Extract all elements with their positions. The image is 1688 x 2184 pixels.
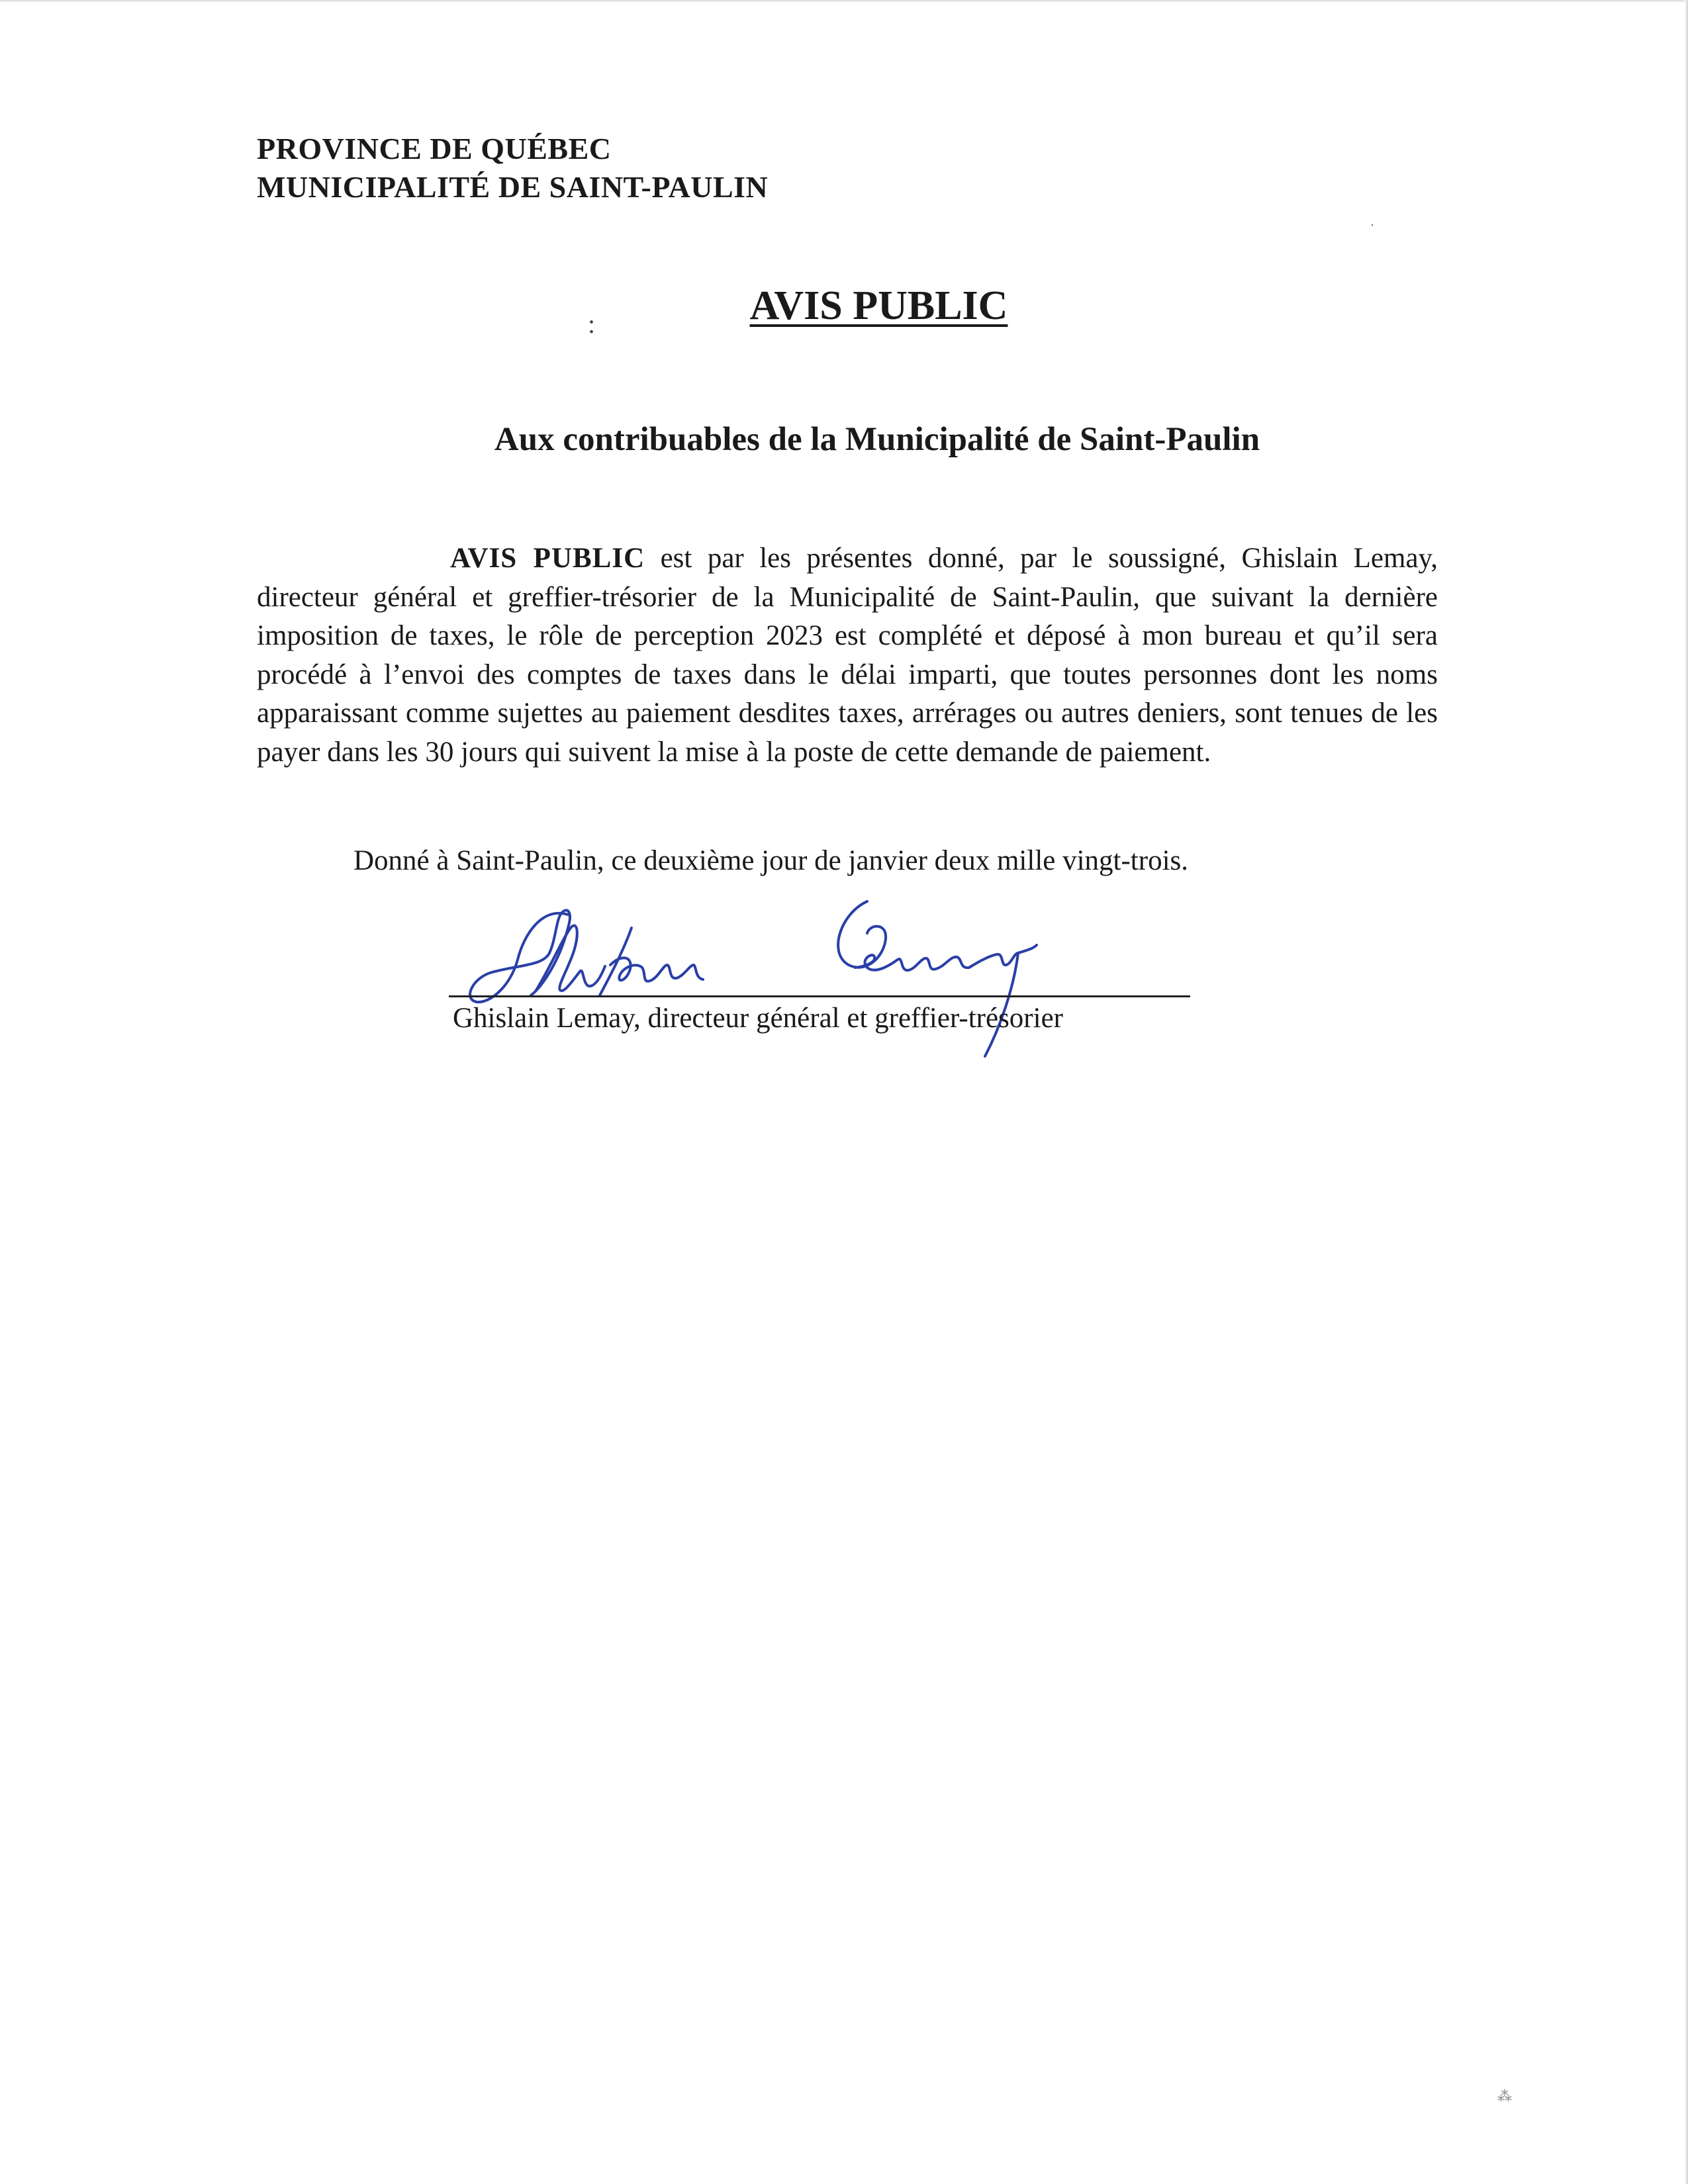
header-province: PROVINCE DE QUÉBEC bbox=[257, 132, 612, 165]
scan-speck: ⁂ bbox=[1497, 2088, 1512, 2105]
notice-title: AVIS PUBLIC bbox=[749, 283, 1008, 328]
header-municipality: MUNICIPALITÉ DE SAINT-PAULIN bbox=[257, 170, 769, 204]
body-lead: AVIS PUBLIC bbox=[450, 543, 645, 574]
document-header bbox=[257, 130, 768, 206]
scan-speck: : bbox=[588, 309, 596, 339]
notice-subtitle: Aux contribuables de la Municipalité de Saint-Paulin bbox=[494, 421, 1260, 458]
given-date-line: Donné à Saint-Paulin, ce deuxième jour de janvier deux mille vingt-trois. bbox=[353, 845, 1189, 876]
signature-line bbox=[449, 995, 1190, 997]
handwritten-signature bbox=[444, 887, 1198, 1085]
notice-body bbox=[257, 539, 1438, 772]
body-text: est par les présentes donné, par le soussigné, Ghislain Lemay, directeur général et greffier-trésorier de la Municipalité de Saint-Paulin, que suivant la dernière imposition de taxes, le rôle de perception 2023 est complété et déposé à mon bureau et qu’il sera procédé à l’envoi des comptes de taxes dans le délai imparti, que toutes personnes dont les noms apparaissant comme sujettes au paiement desdites taxes, arrérages ou autres deniers, sont tenues de les payer dans les 30 jours qui suivent la mise à la poste de cette demande de paiement. bbox=[257, 543, 1438, 768]
scan-speck: · bbox=[1370, 218, 1374, 232]
signature-block bbox=[444, 887, 1198, 1085]
signature-caption: Ghislain Lemay, directeur général et greffier-trésorier bbox=[453, 1003, 1063, 1034]
scan-edge-top bbox=[0, 0, 1688, 3]
